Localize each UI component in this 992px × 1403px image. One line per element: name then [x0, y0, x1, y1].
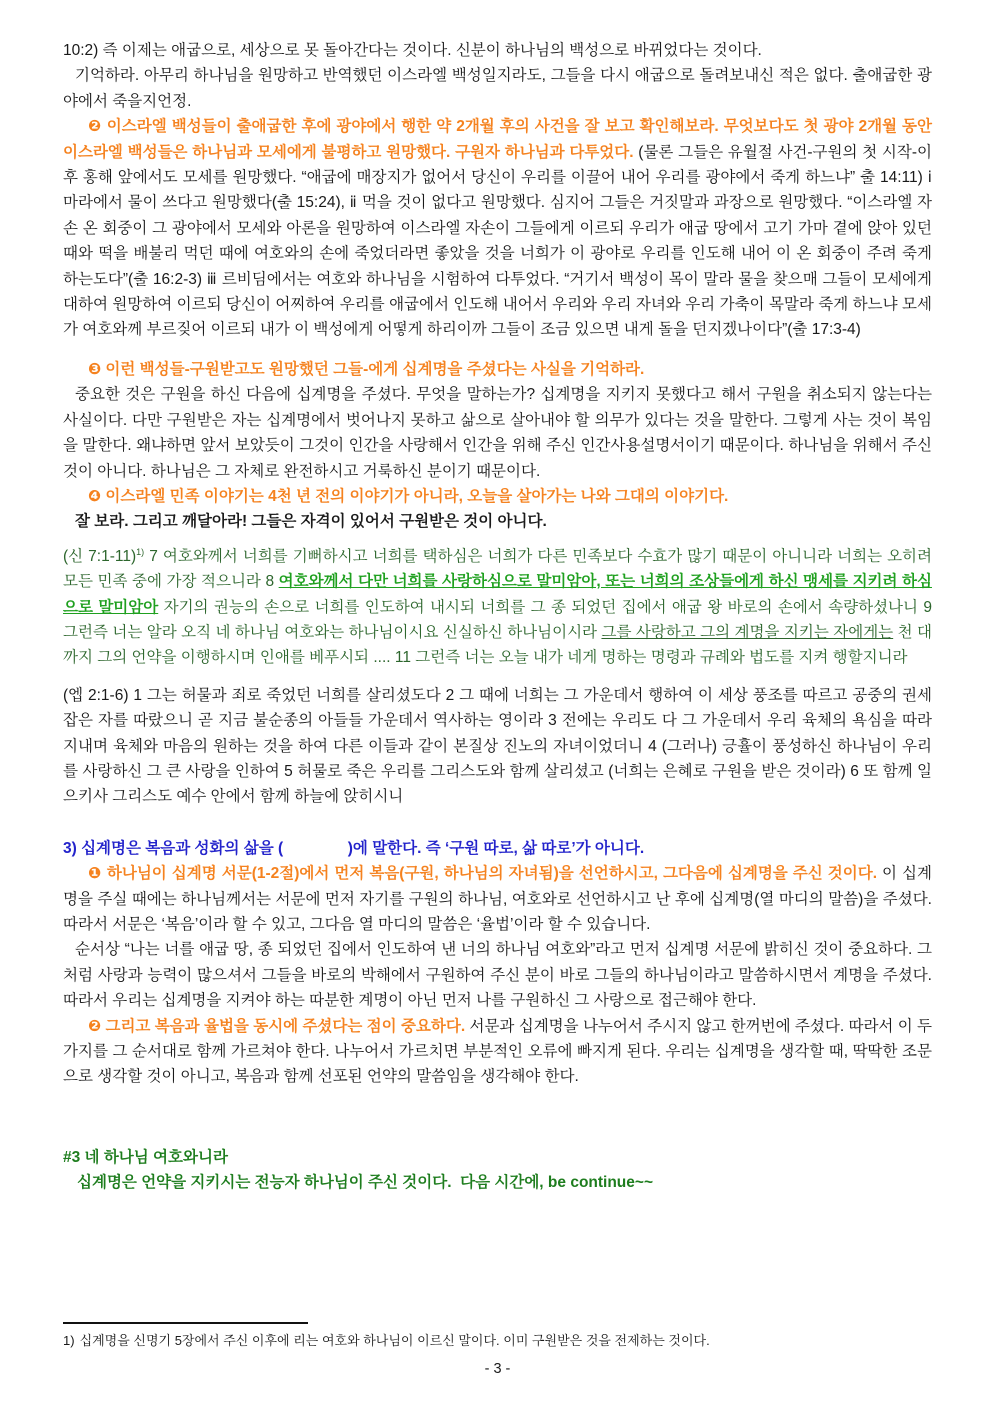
heading-next-lesson [63, 1145, 932, 1170]
text-run: 잘 보라. 그리고 깨달아라! 그들은 자격이 있어서 구원받은 것이 아니다. [75, 513, 547, 531]
text-run: 7 여호와께서 너희를 기뻐하시고 너희를 택하심은 너희가 다른 민족보다 수효가 많기 때문이 아니니라 너희는 오히려 모든 민족 중에 가장 적으니라 8 [63, 547, 933, 591]
text-run: 그를 사랑하고 그의 계명을 지키는 자에게는 [601, 623, 894, 641]
text-run: 자기의 권능의 손으로 너희를 인도하여 내시되 너희를 그 종 되었던 집에서 애굽 왕 바로의 손에서 속량하셨나니 9 그런즉 너는 알라 오직 네 하나님 여호와는 하나님이시요 신실하신 하나님이시라 [63, 598, 932, 641]
footnote-divider [63, 1322, 308, 1324]
text-run: ❶ 하나님이 십계명 서문(1-2절)에서 먼저 복음(구원, 하나님의 자녀됨)을 선언하시고, 그다음에 십계명을 주신 것이다. [88, 865, 877, 883]
para-point-2-simultaneous [63, 1014, 932, 1090]
text-run: ❷ 이스라엘 백성들이 출애굽한 후에 광야에서 행한 약 2개월 후의 사건을 잘 보고 확인해보라. 무엇보다도 첫 광야 2개월 동안 이스라엘 백성들은 하나님과 모세에게 불평하고 원망했다. 구원자 하나님과 다투었다. [63, 118, 932, 161]
footnote [63, 1331, 932, 1351]
para-look [63, 509, 932, 534]
para-scripture-ephesians [63, 683, 932, 810]
text-run: 이 십계명을 주실 때에는 하나님께서는 서문에 먼저 자기를 구원의 하나님, 여호와로 선언하시고 난 후에 십계명(열 마디의 말씀)을 주셨다. 따라서 서문은 ‘복음’이라 할 수 있고, 그다음 열 마디의 말씀은 ‘율법’이라 할 수 있습니다. [63, 865, 932, 933]
para-closing [63, 1170, 932, 1195]
para-point-4-today [63, 484, 932, 509]
para-point-3-remember [63, 357, 932, 382]
text-run: (물론 그들은 유월절 사건-구원의 첫 시작-이후 홍해 앞에서도 모세를 원망했다. “애굽에 매장지가 없어서 당신이 우리를 이끌어 내어 우리를 광야에서 죽게 하느냐” 출 14:11) ⅰ 마라에서 물이 쓰다고 원망했다(출 15:24), ⅱ 먹을 것이 없다고 원망했다. 심지어 그들은 거짓말과 과장으로 원망했다. “이스라엘 자손 온 회중이 그 광야에서 모세와 아론을 원망하여 이스라엘 자손이 그들에게 이르되 우리가 애굽 땅에서 고기 가마 곁에 앉아 있던 때와 떡을 배불리 먹던 때에 여호와의 손에 죽었더라면 좋았을 것을 너희가 이 광야로 우리를 인도해 내어 이 온 회중이 주려 죽게 하는도다”(출 16:2-3) ⅲ 르비딤에서는 여호와 하나님을 시험하여 다투었다. “거기서 백성이 목이 말라 물을 찾으매 그들이 모세에게 대하여 원망하여 이르되 당신이 어찌하여 우리를 애굽에서 인도해 내어서 우리와 우리 자녀와 우리 가축이 목말라 죽게 하느냐 모세가 여호와께 부르짖어 이르되 내가 이 백성에게 어떻게 하리이까 그들이 조금 있으면 내게 돌을 던지겠나이다”(출 17:3-4) [63, 143, 932, 339]
para-point-1-gospel-first [63, 861, 932, 937]
text-run: 순서상 “나는 너를 애굽 땅, 종 되었던 집에서 인도하여 낸 너의 하나님 여호와”라고 먼저 십계명 서문에 밝히신 것이 중요하다. 그처럼 사랑과 능력이 많으셔서 그들을 바로의 박해에서 구원하여 주신 분이 바로 그들의 하나님이라고 말씀하시면서 계명을 주셨다. 따라서 우리는 십계명을 지켜야 하는 따분한 계명이 아닌 먼저 나를 구원하신 그 사랑으로 접근해야 한다. [63, 941, 932, 1010]
footnote-area [63, 1322, 932, 1382]
text-run: 중요한 것은 구원을 하신 다음에 십계명을 주셨다. 무엇을 말하는가? 십계명을 지키지 못했다고 해서 구원을 취소되지 않는다는 사실이다. 다만 구원받은 자는 십계명에서 벗어나지 못하고 삶으로 살아내야 할 의무가 있다는 것을 말한다. 그렇게 사는 것이 복임을 말한다. 왜냐하면 앞서 보았듯이 그것이 인간을 사랑해서 인간을 위해 주신 인간사용설명서이기 때문이다. 하나님을 위해서 주신 것이 아니다. 하나님은 그 자체로 완전하시고 거룩하신 분이기 때문이다. [63, 386, 932, 480]
footnote-text: 십계명을 신명기 5장에서 주신 이후에 리는 여호와 하나님이 이르신 말이다. 이미 구원받은 것을 전제하는 것이다. [79, 1333, 710, 1348]
text-run: (엡 2:1-6) 1 그는 허물과 죄로 죽었던 너희를 살리셨도다 2 그 때에 너희는 그 가운데서 행하여 이 세상 풍조를 따르고 공중의 권세 잡은 자를 따랐으니 곧 지금 불순종의 아들들 가운데서 역사하는 영이라 3 전에는 우리도 다 그 가운데서 우리 육체의 욕심을 따라 지내며 육체와 마음의 원하는 것을 하여 다른 이들과 같이 본질상 진노의 자녀이었더니 4 (그러나) 긍휼이 풍성하신 하나님이 우리를 사랑하신 그 큰 사랑을 인하여 5 허물로 죽은 우리를 그리스도와 함께 살리셨고 (너희는 은혜로 구원을 받은 것이라) 6 또 함께 일으키사 그리스도 예수 안에서 함께 하늘에 앉히시니 [63, 686, 932, 806]
text-run: ❹ 이스라엘 민족 이야기는 4천 년 전의 이야기가 아니라, 오늘을 살아가는 나와 그대의 이야기다. [88, 487, 729, 505]
text-run: 3) 십계명은 복음과 성화의 삶을 ( )에 말한다. 즉 ‘구원 따로, 삶 따로’가 아니다. [63, 839, 645, 857]
para-order [63, 937, 932, 1013]
text-run: 기억하라. 아무리 하나님을 원망하고 반역했던 이스라엘 백성일지라도, 그들을 다시 애굽으로 돌려보내신 적은 없다. 출애굽한 광야에서 죽을지언정. [63, 67, 932, 110]
heading-section-3 [63, 836, 932, 861]
footnote-ref: 1) [136, 546, 145, 557]
text-run: 십계명은 언약을 지키시는 전능자 하나님이 주신 것이다. 다음 시간에, be continue~~ [77, 1174, 654, 1192]
footnote-marker: 1) [63, 1333, 75, 1348]
para-intro [63, 38, 932, 63]
text-run: 여호와께서 다만 너희를 사랑하심으로 말미암아, 또는 너희의 조상들에게 하신 맹세를 지키려 하심으로 말미암아 [63, 573, 932, 616]
para-scripture-deuteronomy [63, 544, 932, 671]
para-important [63, 382, 932, 484]
text-run: ❸ 이런 백성들-구원받고도 원망했던 그들-에게 십계명을 주셨다는 사실을 기억하라. [88, 360, 645, 378]
para-point-2-wilderness [63, 114, 932, 343]
para-remember [63, 63, 932, 114]
document-body [63, 38, 932, 1196]
text-run: ❷ 그리고 복음과 율법을 동시에 주셨다는 점이 중요하다. [88, 1017, 466, 1035]
text-run: 10:2) 즉 이제는 애굽으로, 세상으로 못 돌아간다는 것이다. 신분이 하나님의 백성으로 바뀌었다는 것이다. [63, 42, 762, 59]
text-run: (신 7:1-11) [63, 547, 137, 565]
text-run: 천 대까지 그의 언약을 이행하시며 인애를 베푸시되 .... 11 그런즉 너는 오늘 내가 네게 명하는 명령과 규례와 법도를 지켜 행할지니라 [63, 623, 932, 667]
text-run: 서문과 십계명을 나누어서 주시지 않고 한꺼번에 주셨다. 따라서 이 두 가지를 그 순서대로 함께 가르쳐야 한다. 나누어서 가르치면 부분적인 오류에 빠지게 된다. 우리는 십계명을 생각할 때, 딱딱한 조문으로 생각할 것이 아니고, 복음과 함께 선포된 언약의 말씀임을 생각해야 한다. [63, 1017, 932, 1086]
page-number: - 3 - [484, 1361, 511, 1377]
text-run: #3 네 하나님 여호와니라 [63, 1148, 228, 1166]
